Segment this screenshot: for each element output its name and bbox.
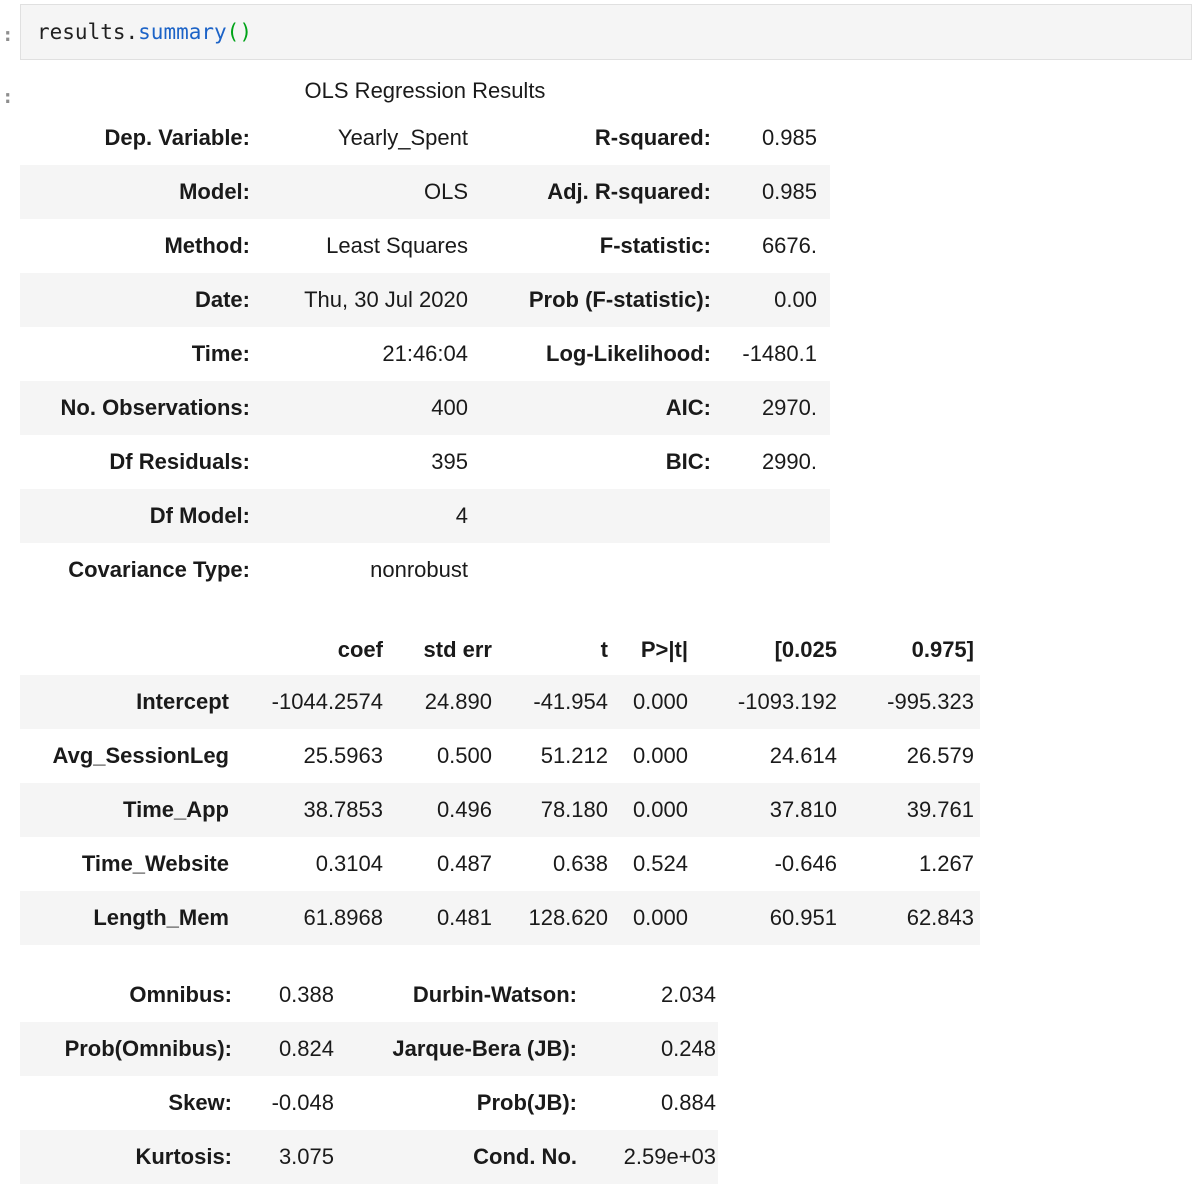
- table-cell: 400: [431, 395, 468, 420]
- table-cell: F-statistic:: [599, 233, 711, 258]
- table-cell: 25.5963: [303, 743, 383, 768]
- table-cell: Model:: [179, 179, 250, 204]
- table-cell: 0.388: [278, 982, 334, 1007]
- table-cell: Avg_SessionLeg: [52, 743, 229, 768]
- table-cell: 38.7853: [303, 797, 383, 822]
- table-cell: 0.500: [436, 743, 492, 768]
- code-line[interactable]: [37, 20, 252, 44]
- table-row: [20, 543, 830, 597]
- table-cell: 0.524: [632, 851, 688, 876]
- code-cell[interactable]: [20, 4, 1192, 60]
- table-cell: Covariance Type:: [68, 557, 250, 582]
- table-cell: 60.951: [769, 905, 837, 930]
- table-cell: Prob(JB):: [476, 1090, 577, 1115]
- table-cell: Time:: [191, 341, 250, 366]
- table-cell: 26.579: [906, 743, 974, 768]
- table-row: [20, 783, 980, 837]
- table-row: [20, 111, 830, 165]
- table-cell: Durbin-Watson:: [412, 982, 577, 1007]
- table-cell: Prob(Omnibus):: [64, 1036, 232, 1061]
- table-cell: Log-Likelihood:: [546, 341, 711, 366]
- table-row: [20, 1076, 718, 1130]
- table-cell: 0.985: [761, 125, 817, 150]
- coefficients-table: [20, 625, 980, 945]
- table-cell: No. Observations:: [60, 395, 250, 420]
- table-cell: 24.614: [769, 743, 837, 768]
- table-cell: 24.890: [424, 689, 492, 714]
- table-cell: Length_Mem: [93, 905, 229, 930]
- table-header-cell: 0.975]: [911, 637, 974, 662]
- table-cell: -1480.1: [742, 341, 817, 366]
- table-cell: 2.034: [660, 982, 716, 1007]
- table-cell: Method:: [164, 233, 250, 258]
- table-cell: 2.59e+03: [623, 1144, 716, 1169]
- table-cell: -41.954: [533, 689, 608, 714]
- table-header-cell: [20, 625, 229, 675]
- table-row: [20, 327, 830, 381]
- table-cell: -995.323: [887, 689, 974, 714]
- table-cell: 0.000: [632, 905, 688, 930]
- table-cell: 21:46:04: [382, 341, 468, 366]
- table-header-cell: P>|t|: [640, 637, 688, 662]
- table-cell: -0.646: [774, 851, 837, 876]
- table-cell: Date:: [194, 287, 250, 312]
- table-cell: -1044.2574: [271, 689, 383, 714]
- table-cell: 61.8968: [303, 905, 383, 930]
- table-cell: Cond. No.: [473, 1144, 577, 1169]
- table-cell: Kurtosis:: [135, 1144, 232, 1169]
- table-cell: 0.487: [436, 851, 492, 876]
- table-cell: Df Residuals:: [109, 449, 250, 474]
- table-header-cell: std err: [423, 637, 492, 662]
- table-cell: -1093.192: [737, 689, 837, 714]
- ols-results-title: OLS Regression Results: [304, 78, 546, 103]
- table-cell: OLS: [423, 179, 468, 204]
- table-row: [20, 729, 980, 783]
- table-cell: 51.212: [540, 743, 608, 768]
- table-cell: 78.180: [540, 797, 608, 822]
- table-cell: [711, 489, 830, 543]
- table-cell: 0.248: [660, 1036, 716, 1061]
- table-cell: 0.3104: [315, 851, 383, 876]
- table-row: [20, 165, 830, 219]
- table-cell: Df Model:: [149, 503, 250, 528]
- table-cell: 0.985: [761, 179, 817, 204]
- table-cell: Adj. R-squared:: [547, 179, 711, 204]
- table-cell: 0.000: [632, 743, 688, 768]
- input-prompt-colon: :: [2, 24, 14, 46]
- table-cell: 37.810: [769, 797, 837, 822]
- table-cell: 0.638: [552, 851, 608, 876]
- table-row: [20, 435, 830, 489]
- diagnostics-table: [20, 968, 718, 1184]
- table-cell: 0.884: [660, 1090, 716, 1115]
- table-row: [20, 891, 980, 945]
- table-cell: Prob (F-statistic):: [528, 287, 711, 312]
- table-row: [20, 219, 830, 273]
- table-cell: Thu, 30 Jul 2020: [304, 287, 468, 312]
- table-cell: 39.761: [906, 797, 974, 822]
- table-cell: Jarque-Bera (JB):: [392, 1036, 577, 1061]
- table-cell: 3.075: [278, 1144, 334, 1169]
- table-cell: Intercept: [136, 689, 229, 714]
- table-cell: Yearly_Spent: [337, 125, 468, 150]
- table-header-cell: coef: [337, 637, 383, 662]
- table-cell: 0.000: [632, 797, 688, 822]
- table-cell: Time_Website: [81, 851, 229, 876]
- table-cell: 128.620: [528, 905, 608, 930]
- table-cell: AIC:: [665, 395, 711, 420]
- table-cell: 1.267: [918, 851, 974, 876]
- table-cell: 62.843: [906, 905, 974, 930]
- table-cell: 0.481: [436, 905, 492, 930]
- table-cell: BIC:: [665, 449, 711, 474]
- table-cell: 0.496: [436, 797, 492, 822]
- table-header-row: [20, 625, 980, 675]
- code-token: (): [226, 20, 252, 44]
- table-cell: 0.824: [278, 1036, 334, 1061]
- table-row: [20, 837, 980, 891]
- table-cell: nonrobust: [370, 557, 468, 582]
- table-row: [20, 381, 830, 435]
- table-cell: 4: [455, 503, 468, 528]
- table-cell: Omnibus:: [129, 982, 232, 1007]
- code-token: summary: [138, 20, 227, 44]
- regression-info-table: [20, 111, 830, 597]
- table-header-cell: t: [600, 637, 608, 662]
- output-prompt-colon: :: [2, 86, 14, 108]
- table-row: [20, 968, 718, 1022]
- table-cell: 0.00: [774, 287, 817, 312]
- table-cell: 2990.: [761, 449, 817, 474]
- table-row: [20, 489, 830, 543]
- table-row: [20, 1022, 718, 1076]
- table-row: [20, 675, 980, 729]
- table-cell: Time_App: [123, 797, 229, 822]
- table-cell: 2970.: [761, 395, 817, 420]
- table-cell: [711, 543, 830, 597]
- table-cell: 6676.: [761, 233, 817, 258]
- table-cell: Skew:: [168, 1090, 232, 1115]
- code-token: results.: [37, 20, 139, 44]
- table-cell: 0.000: [632, 689, 688, 714]
- table-cell: -0.048: [271, 1090, 334, 1115]
- table-row: [20, 273, 830, 327]
- table-cell: Least Squares: [326, 233, 468, 258]
- table-cell: [468, 489, 711, 543]
- table-cell: [468, 543, 711, 597]
- table-row: [20, 1130, 718, 1184]
- table-cell: Dep. Variable:: [104, 125, 250, 150]
- table-header-cell: [0.025: [774, 637, 837, 662]
- table-cell: 395: [431, 449, 468, 474]
- table-cell: R-squared:: [594, 125, 711, 150]
